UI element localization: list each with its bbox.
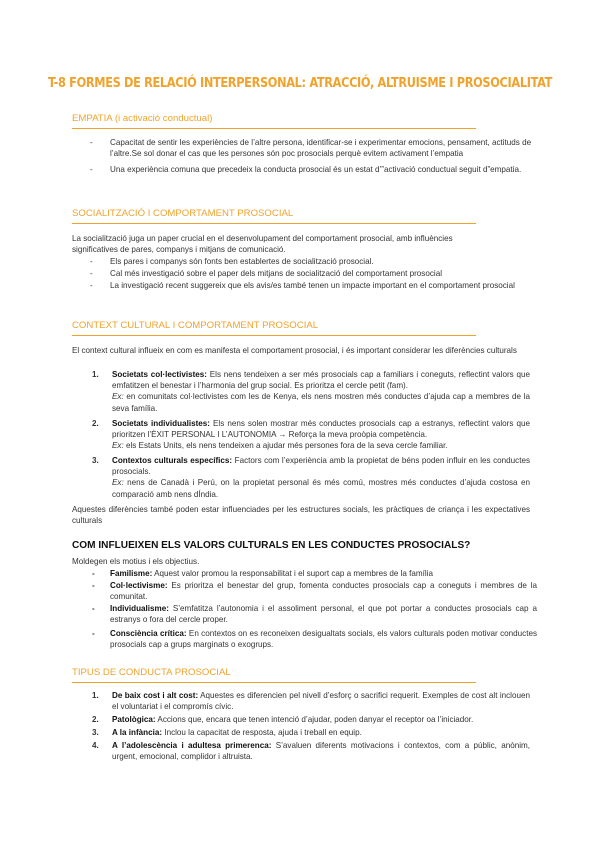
list-item-patologica: 2. Patològica: Accions que, encara que tenen intenció d’ajudar, poden danyar el receptor oa l’iniciador. bbox=[92, 715, 474, 724]
section-heading-tipus: TIPUS DE CONDUCTA PROSOCIAL bbox=[72, 667, 231, 678]
list-item: - La investigació recent suggereix que els avis/es també tenen un impacte important en el comportament prosocial bbox=[92, 280, 532, 291]
section-heading-socialitzacio: SOCIALITZACIÓ I COMPORTAMENT PROSOCIAL bbox=[72, 208, 294, 219]
list-item-contextos: 3. Contextos culturals específics: Factors com l’experiència amb la propietat de béns poden influir en les conductes prosocials. Ex: nens de Canadà i Perú, on la propietat personal és més comú, mostres més conductes d’ajuda costosa en comparació amb nens dÍndia. bbox=[92, 456, 530, 499]
section-divider bbox=[72, 128, 476, 129]
list-item: - Col·lectivisme: Es prioritza el benestar del grup, fomenta conductes prosocials cap a coneguts i membres de la comunitat. bbox=[92, 580, 537, 602]
context-outro: Aquestes diferències també poden estar influenciades per les estructures socials, les pràctiques de criança i les expectatives culturals bbox=[72, 505, 530, 526]
page-title: T-8 FORMES DE RELACIÓ INTERPERSONAL: ATRACCIÓ, ALTRUISME I PROSOCIALITAT bbox=[47, 76, 553, 91]
context-intro: El context cultural influeix en com es manifesta el comportament prosocial, i és important considerar les diferències culturals bbox=[72, 346, 517, 355]
list-item: - Els pares i companys són fonts ben establertes de socialització prosocial. bbox=[92, 256, 536, 267]
list-item-individualistes: 2. Societats individualistes: Els nens solen mostrar més conductes prosocials cap a estranys, reflectint valors que prioritzen l’ÈXIT PERSONAL I L’AUTONOMIA → Reforça la meva proòpia competència. Ex: els Estats Units, els nens tendeixen a ajudar més persones fora de la seva cercle familiar. bbox=[92, 419, 530, 451]
list-item-collectivistes: 1. Societats col·lectivistes: Els nens tendeixen a ser més prosocials cap a familiars i coneguts, reflectint valors que emfatitzen el benestar i l’harmonia del grup social. Es prioritza el cercle petit (fam). Ex: en comunitats col·lectivistes com les de Kenya, els nens mostren més conductes d’ajuda cap a membres de la seva família. bbox=[92, 370, 530, 413]
section-heading-context: CONTEXT CULTURAL I COMPORTAMENT PROSOCIAL bbox=[72, 320, 319, 331]
valors-intro: Moldegen els motius i els objectius. bbox=[72, 557, 200, 566]
list-item: - Una experiència comuna que precedeix la conducta prosocial és un estat d’”activació conductual seguit d”empatia. bbox=[92, 164, 536, 175]
list-item-cost: 1. De baix cost i alt cost: Aquestes es diferencien pel nivell d’esforç o sacrifici requerit. Exemples de cost alt inclouen el voluntariat i el compromís cívic. bbox=[92, 691, 530, 712]
section-divider bbox=[72, 682, 476, 683]
section-divider bbox=[72, 223, 476, 224]
list-item: - Cal més investigació sobre el paper dels mitjans de socialització del comportament prosocial bbox=[92, 268, 536, 279]
section-divider bbox=[72, 335, 476, 336]
list-item-adolescencia: 4. A l’adolescència i adultesa primerenca: S’avaluen diferents motivacions i contextos, com a públic, anònim, urgent, emocional, complidor i altruista. bbox=[92, 741, 530, 762]
list-item: - Capacitat de sentir les experiències de l’altre persona, identificar-se i experimentar emocions, pensament, actituds de l’altre.Se sol donar el cas que les persones són poc prosocials perquè evitem activament l’empatia bbox=[92, 137, 536, 159]
section-heading-valors: COM INFLUEIXEN ELS VALORS CULTURALS EN LES CONDUCTES PROSOCIALS? bbox=[72, 540, 471, 551]
list-item-infancia: 3. A la infància: Inclou la capacitat de resposta, ajuda i treball en equip. bbox=[92, 728, 362, 737]
list-item: - Individualisme: S’emfatitza l’autonomia i el assoliment personal, el que pot portar a conductes prosocials cap a estranys o fora del cercle proper. bbox=[92, 603, 537, 625]
section-heading-empatia: EMPATIA (i activació conductual) bbox=[72, 113, 213, 124]
list-item: - Consciència crítica: En contextos on es reconeixen desigualtats socials, els valors culturals poden motivar conductes prosocials cap a grups marginats o exogrups. bbox=[92, 628, 537, 650]
socialitzacio-intro: La socialització juga un paper crucial en el desenvolupament del comportament prosocial, amb influències significatives de pares, companys i mitjans de comunicació. bbox=[72, 234, 453, 255]
list-item: - Familisme: Aquest valor promou la responsabilitat i el suport cap a membres de la família bbox=[92, 568, 537, 579]
